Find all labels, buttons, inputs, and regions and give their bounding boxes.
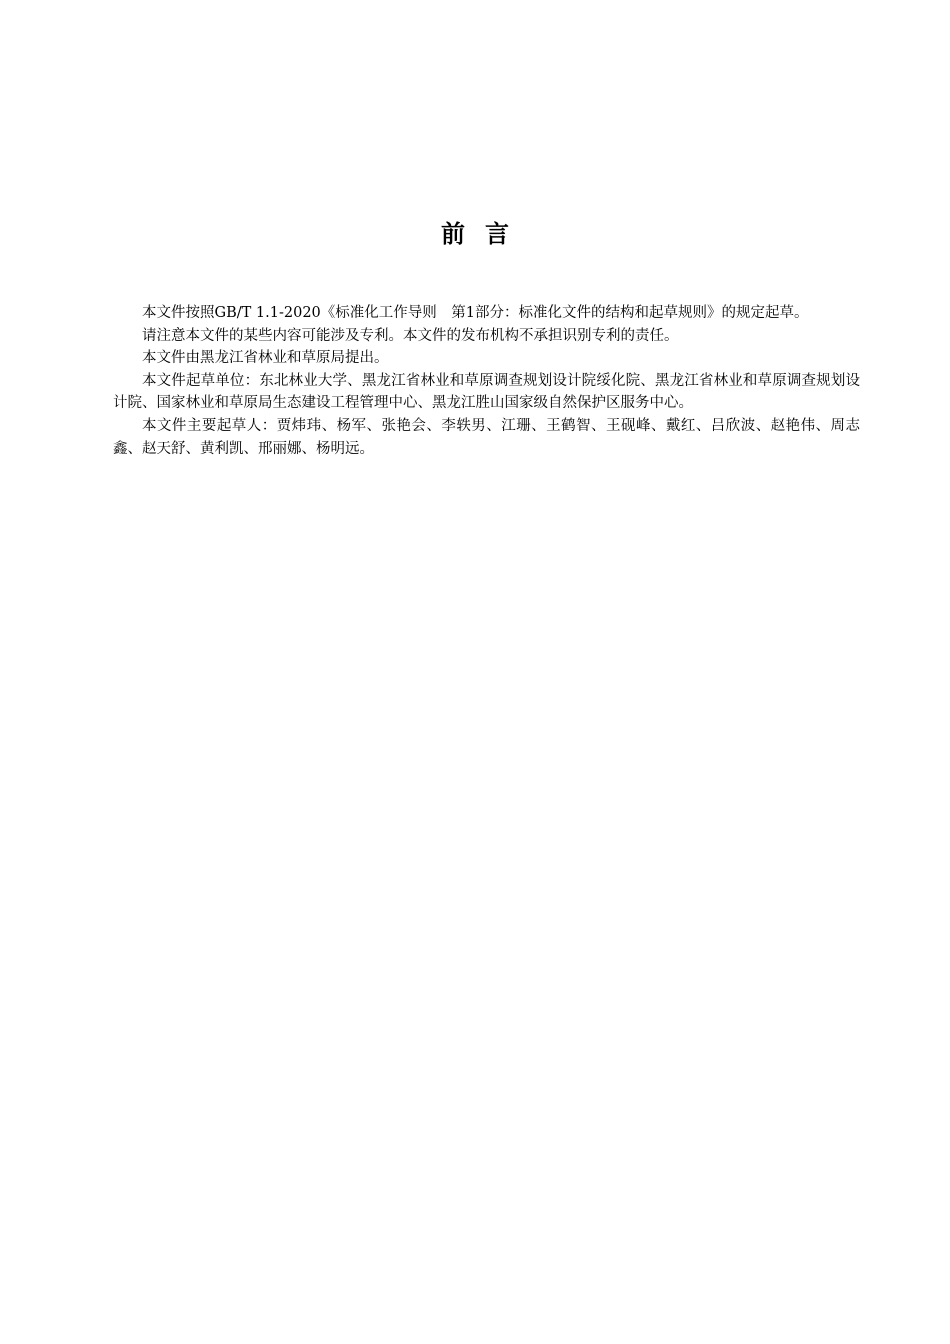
paragraph-proposer: 本文件由黑龙江省林业和草原局提出。 <box>142 350 389 367</box>
paragraph-drafting-rules: 本文件按照GB/T 1.1-2020《标准化工作导则 第1部分：标准化文件的结构和起草规则》的规定起草。 <box>142 305 809 321</box>
paragraph-drafters: 本文件主要起草人：贾炜玮、杨军、张艳会、李轶男、江珊、王鹤智、王砚峰、戴红、吕欣波、赵艳伟、周志鑫、赵天舒、黄利凯、邢丽娜、杨明远。 <box>113 417 860 457</box>
paragraph-patent-notice: 请注意本文件的某些内容可能涉及专利。本文件的发布机构不承担识别专利的责任。 <box>142 327 679 344</box>
paragraph-drafting-units: 本文件起草单位：东北林业大学、黑龙江省林业和草原调查规划设计院绥化院、黑龙江省林业和草原调查规划设计院、国家林业和草原局生态建设工程管理中心、黑龙江胜山国家级自然保护区服务中心。 <box>113 372 860 412</box>
page-title: 前言 <box>441 220 529 248</box>
foreword-body <box>113 302 860 460</box>
